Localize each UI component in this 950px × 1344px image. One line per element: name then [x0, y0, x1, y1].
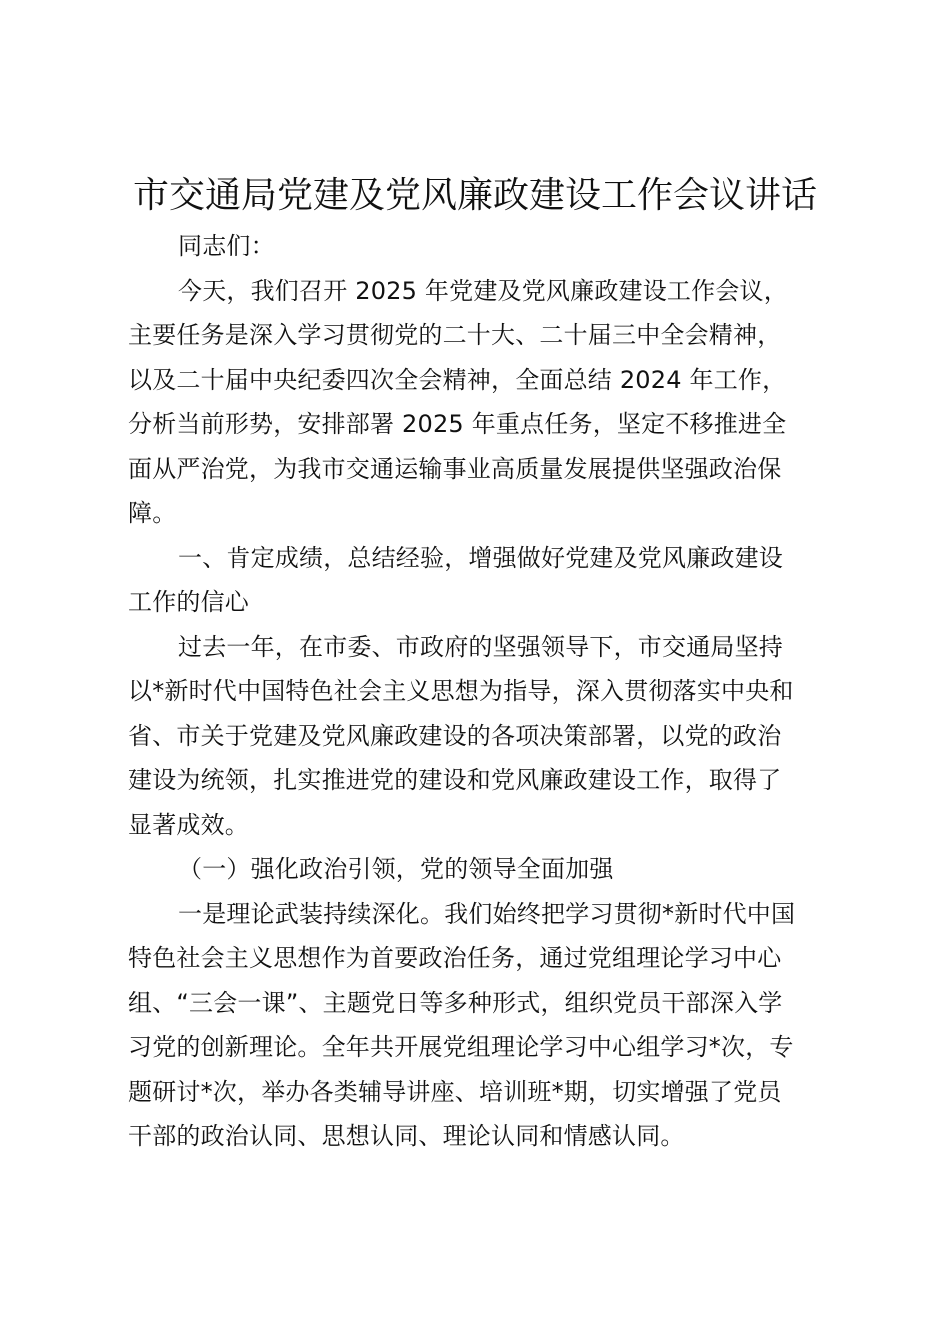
- paragraph-line: 今天，我们召开 2025 年党建及党风廉政建设工作会议，: [178, 276, 788, 305]
- paragraph-line: 建设为统领，扎实推进党的建设和党风廉政建设工作，取得了: [128, 766, 782, 794]
- paragraph-line: 组、“三会一课”、主题党日等多种形式，组织党员干部深入学: [128, 988, 783, 1017]
- paragraph-line: 特色社会主义思想作为首要政治任务，通过党组理论学习中心: [128, 944, 782, 972]
- document-body: [128, 224, 834, 1159]
- paragraph-line: 习党的创新理论。全年共开展党组理论学习中心组学习*次，专: [128, 1033, 794, 1061]
- paragraph-line: 一是理论武装持续深化。我们始终把学习贯彻*新时代中国: [178, 899, 796, 928]
- salutation: 同志们：: [178, 232, 275, 260]
- document-title: 市交通局党建及党风廉政建设工作会议讲话: [132, 175, 817, 216]
- paragraph-line: 以及二十届中央纪委四次全会精神，全面总结 2024 年工作，: [128, 365, 787, 394]
- paragraph-line: 显著成效。: [128, 810, 249, 839]
- paragraph-line: 面从严治党，为我市交通运输事业高质量发展提供坚强政治保: [128, 454, 782, 483]
- paragraph-line: 主要任务是深入学习贯彻党的二十大、二十届三中全会精神，: [128, 321, 782, 349]
- paragraph-line: 分析当前形势，安排部署 2025 年重点任务，坚定不移推进全: [128, 410, 787, 438]
- subsection-heading: （一）强化政治引领，党的领导全面加强: [178, 855, 614, 883]
- paragraph-line: 题研讨*次，举办各类辅导讲座、培训班*期，切实增强了党员: [128, 1077, 782, 1106]
- paragraph-line: 以*新时代中国特色社会主义思想为指导，深入贯彻落实中央和: [128, 677, 794, 705]
- paragraph-line: 过去一年，在市委、市政府的坚强领导下，市交通局坚持: [178, 632, 783, 661]
- section-heading: 一、肯定成绩，总结经验，增强做好党建及党风廉政建设: [178, 543, 783, 572]
- section-heading: 工作的信心: [128, 588, 249, 616]
- paragraph-line: 干部的政治认同、思想认同、理论认同和情感认同。: [128, 1122, 685, 1150]
- paragraph-line: 省、市关于党建及党风廉政建设的各项决策部署，以党的政治: [128, 721, 782, 750]
- paragraph-line: 障。: [128, 499, 177, 527]
